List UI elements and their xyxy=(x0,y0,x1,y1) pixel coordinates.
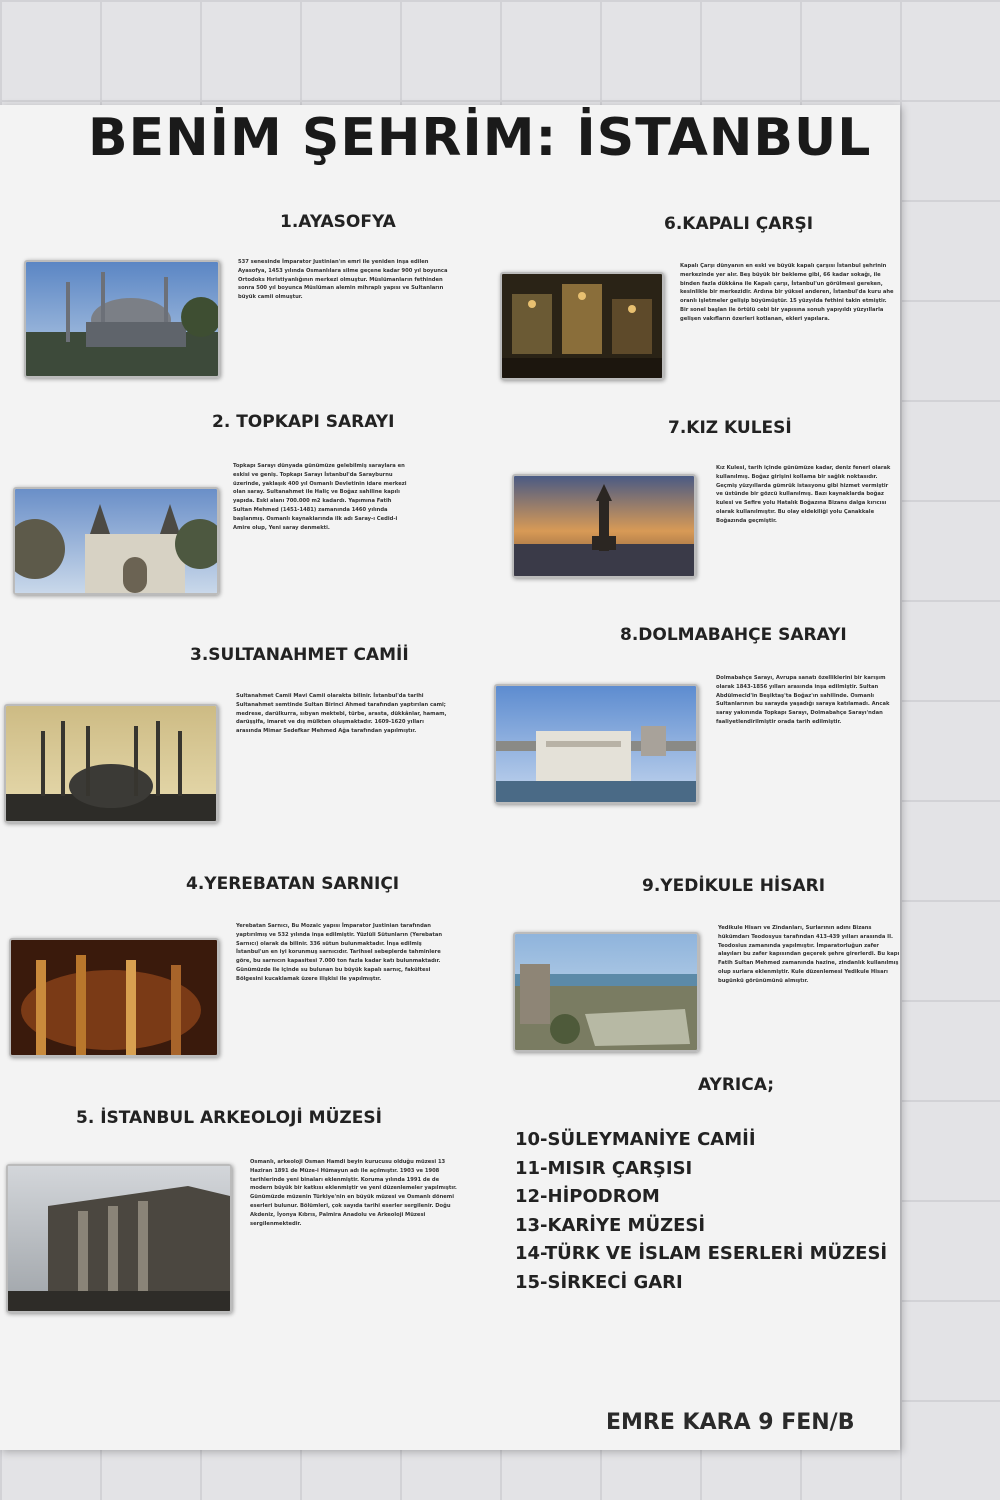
list-item: 10-SÜLEYMANİYE CAMİİ xyxy=(515,1129,756,1150)
photo-yerebatan xyxy=(9,938,219,1057)
ayrica-heading: AYRICA; xyxy=(698,1075,775,1095)
section-heading-kapali-carsi: 6.KAPALI ÇARŞI xyxy=(664,214,814,234)
photo-kapali-carsi xyxy=(500,272,664,380)
section-heading-topkapi: 2. TOPKAPI SARAYI xyxy=(212,412,395,432)
section-heading-arkeoloji: 5. İSTANBUL ARKEOLOJİ MÜZESİ xyxy=(76,1108,382,1128)
text-yerebatan: Yerebatan Sarnıcı, Bu Mozaic yapısı İmparator Justinian tarafından yaptırılmış ve 532 yılında inşa edilmiştir. Yüzlüli Sütunların (Yerebatan Sarnıcı) olarak da bilinir. 336 sütun bulunmaktadır. İnşa edilmiş İstanbul'un en iyi korunmuş sarnıcıdır. Tarihsel sebeplerde tahminlere göre, bu sarnıcın kapasitesi 7.000 ton fazla kadar katı bulunmaktadır. Günümüzde ile içinde su bulunan bu büyük kapalı sarnıç, fakültesi Bölgesini kucaklamak üzere ilişkisi ile yapılmıştır. xyxy=(236,923,443,982)
poster-title: BENİM ŞEHRİM: İSTANBUL xyxy=(88,108,872,168)
photo-yedikule xyxy=(513,932,699,1052)
text-topkapi: Topkapı Sarayı dünyada günümüze gelebilmiş saraylara en eskisi ve geniş. Topkapı Sarayı İstanbul'da Sarayburnu üzerinde, yaklaşık 400 yıl Osmanlı Devletinin idare merkezi olan saray. Sultanahmet ile Haliç ve Boğaz sahiline kapılı yapıda. Eski alanı 700.000 m2 kadardı. Yapımına Fatih Sultan Mehmed (1451-1481) zamanında 1460 yılında başlanmış. Osmanlı kaynaklarında ilk adı Saray-ı Cedid-i Amire olup, Yeni saray denmekti. xyxy=(233,463,407,531)
section-heading-yedikule: 9.YEDİKULE HİSARI xyxy=(642,876,826,896)
photo-topkapi xyxy=(13,487,219,595)
section-heading-yerebatan: 4.YEREBATAN SARNIÇI xyxy=(186,874,400,894)
text-kiz-kulesi: Kız Kulesi, tarih içinde günümüze kadar, deniz feneri olarak kullanılmış. Boğaz girişini kollama bir sağlık noktasıdır. Geçmiş yüzyıllarda gümrük istasyonu gibi hizmet vermiştir ve üstünde bir gözcü kullanılmış. Bazı kaynaklarda boğaz kulesi ve Sefire yolu Hatalık Boğazına Bizans dalga kırıcısı olarak kullanılmıştır. Bu olay eldekiliği yolu Çanakkale Boğazında geçmiştir. xyxy=(716,465,891,524)
extra-places-list xyxy=(515,1126,887,1298)
section-heading-kiz-kulesi: 7.KIZ KULESİ xyxy=(668,418,792,438)
list-item: 12-HİPODROM xyxy=(515,1186,660,1208)
text-arkeoloji: Osmanlı, arkeoloji Osman Hamdi beyin kurucusu olduğu müzesi 13 Haziran 1891 de Müze-i Hümayun adı ile açılmıştır. 1903 ve 1908 tarihlerinde yeni binaları eklenmiştir. Koruma yılında 1991 de de modern büyük bir katkısı eklenmiştir ve yeni düzenlemeler yapılmıştır. Günümüzde müzenin Türkiye'nin en büyük müzesi ve Osmanlı dönemi eserleri bulunur. Bölümleri, çok sayıda tarihi eserler sergilenir. Doğu Akdeniz, İyonya Kıbrıs, Palmira Anadolu ve Arkeoloji Müzesi sergilenmektedir. xyxy=(250,1159,457,1227)
list-item: 14-TÜRK VE İSLAM ESERLERİ MÜZESİ xyxy=(515,1243,888,1265)
list-item: 15-SİRKECİ GARI xyxy=(515,1271,683,1293)
author-credit: EMRE KARA 9 FEN/B xyxy=(606,1410,855,1435)
list-item: 13-KARİYE MÜZESİ xyxy=(515,1214,706,1236)
list-item: 11-MISIR ÇARŞISI xyxy=(515,1157,693,1179)
section-heading-ayasofya: 1.AYASOFYA xyxy=(280,212,396,232)
photo-sultanahmet xyxy=(4,704,218,823)
text-yedikule: Yedikule Hisarı ve Zindanları, Surlarının adını Bizans hükümdarı Teodosyus tarafından 413-439 yılları arasında II. Teodosius zamanında yapılmıştır. İmparatorluğun zafer alayıları bu zafer kapısından geçerek şehre girerlerdi. Bu kapı Fatih Sultan Mehmed zamanında hazine, zindanlık kullanılmış olup surlara eklenmiştir. Kule düzenlemesi Yedikule Hisarı bugünkü görünümünü almıştır. xyxy=(718,925,900,984)
photo-ayasofya xyxy=(24,260,220,378)
text-kapali-carsi: Kapalı Çarşı dünyanın en eski ve büyük kapalı çarşısı İstanbul şehrinin merkezinde yer alır. Beş büyük bir bekleme gibi, 66 kadar sokağı, ile binden fazla dükkâna ile Kapalı çarşı, İstanbul'un görülmesi gereken, kesinlikle bir merkezidir. Ardına bir yüksel anderen, İstanbul'da kuru ahe oranlı işletmeler gelişip büyümüştür. 15 yüzyılda fethini takin etmiştir. Bir sonel başlan ile örtülü cebi bir yapısına sonuh yapıyıldı yüzyıllarla gelişen vakıfların özerleri kotlanan, ekleri yapılara. xyxy=(680,263,894,322)
text-ayasofya: 537 senesinde İmparator Justinian'ın emri ile yeniden inşa edilen Ayasofya, 1453 yılında Osmanlılara silme geçene kadar 900 yıl boyunca Ortodoks Hıristiyanlığının merkezi olmuştur. Müslümanların fethinden sonra 500 yıl boyunca Müslüman alemin mihraplı yapısı ve Sultanların büyük camii olmuştur. xyxy=(238,259,448,301)
section-heading-dolmabahce: 8.DOLMABAHÇE SARAYI xyxy=(620,625,847,645)
text-dolmabahce: Dolmabahçe Sarayı, Avrupa sanatı özelliklerini bir karışım olarak 1843-1856 yılları arasında inşa edilmiştir. Sultan Abdülmecid'in Beşiktaş'ta Boğaz'ın sahilinde. Osmanlı Sultanlarının bu sarayda yaşadığı saraya katılamadı. Ancak saray yakınında Topkapı Sarayı, Dolmabahçe Sarayı'ndan faaliyetlendirilmiştir orada tarih edilmiştir. xyxy=(716,675,890,725)
photo-dolmabahce xyxy=(494,684,698,804)
section-heading-sultanahmet: 3.SULTANAHMET CAMİİ xyxy=(190,645,409,665)
photo-arkeoloji xyxy=(6,1164,232,1313)
text-sultanahmet: Sultanahmet Camii Mavi Camii olarakta bilinir. İstanbul'da tarihi Sultanahmet semtinde Sultan Birinci Ahmed tarafından yaptırılan cami; medrese, darülkurra, sıbyan mektebi, türbe, arasta, dükkânlar, hamam, darüşşifa, imaret ve dış mülkten oluşmaktadır. 1609-1620 yılları arasında Mimar Sedefkar Mehmed Ağa tarafından yapılmıştır. xyxy=(236,693,447,735)
photo-kiz-kulesi xyxy=(512,474,696,578)
